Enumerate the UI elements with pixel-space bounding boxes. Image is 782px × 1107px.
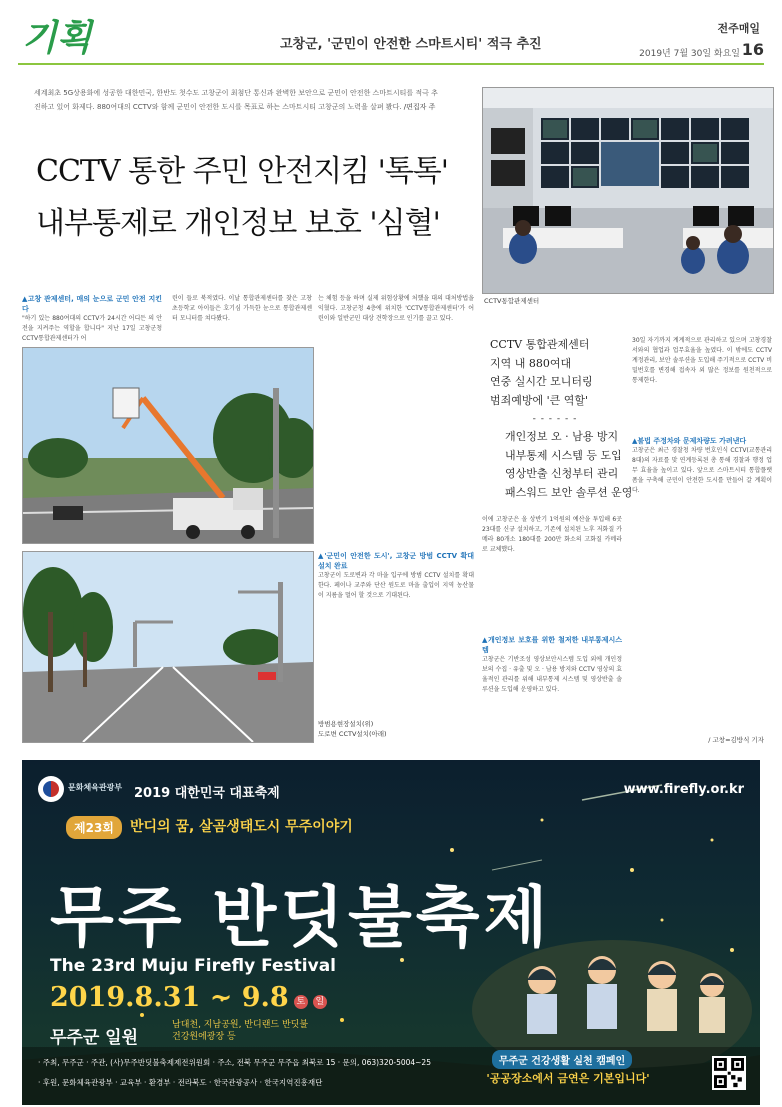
roadside-cctv-photo (22, 551, 314, 743)
pull-divider: - - - - - - (532, 414, 578, 424)
pull-quote-2 (505, 428, 635, 502)
col3-text: 는 체험 등을 하며 실제 위험상황에 처했을 대의 대처방법을 익혔다. 고창군청 4층에 위치한 'CCTV통합관제센터'가 어린이와 일반군민 대상 견학장으로 인기를 끌고 있다. (318, 295, 474, 322)
article-col-1 (22, 294, 162, 344)
festival-url[interactable]: www.firefly.or.kr (623, 782, 744, 797)
festival-ad (22, 760, 760, 1105)
article-col-2 (172, 294, 312, 344)
headline-line-2: 내부통제로 개인정보 보호 '심혈' (36, 206, 440, 241)
pull-line-4: 범죄예방에 '큰 역할' (490, 393, 589, 407)
pull-line-3: 연중 실시간 모니터링 (490, 375, 593, 388)
col3b-text: 고창군이 도로변과 각 마을 입구에 방범 CCTV 설치를 확대한다. 페이나 교주와 단산 원도로 마을 출입이 지역 농산물이 지름을 멀어 할 것으로 기대된다. (318, 572, 474, 599)
control-center-photo (482, 87, 774, 294)
festival-english-title: The 23rd Muju Firefly Festival (50, 956, 337, 976)
col5b-text: 고창군은 최근 경찰청 차량 번호인식 CCTV(교통관리 8대)의 자료를 맞 연계등록된 총 통해 경찰과 행정 업무 효율을 높이고 있다. 앞으로 스마트시티 통합플랫폼을 구축해 군민이 안전한 도시를 만들어 갈 계획이다. (632, 447, 772, 494)
pull2-line-1: 개인정보 오 · 남용 방지 (505, 430, 619, 443)
col4-text: 이에 고창군은 올 상반기 1억원의 예산을 투입해 6곳 23대를 신규 설치하고, 기존에 설치된 노후 저화질 카메라 80개소 180대를 200만 화소의 고화질 카메라로 교체했다. (482, 516, 622, 553)
subhead-3: ▲개인정보 보호를 위한 철저한 내부통제시스템 (482, 636, 622, 654)
issue-date: 2019년 7월 30일 화요일 (639, 49, 740, 59)
byline: / 고창=김방식 기자 (708, 736, 764, 744)
pull-quote (490, 336, 620, 410)
article-col-3b (318, 551, 474, 711)
subhead-4: ▲불법 주정차와 문제차량도 가려낸다 (632, 437, 747, 445)
pull2-line-3: 영상반출 신청부터 관리 (505, 467, 619, 480)
article-col-4 (482, 515, 622, 745)
festival-tagline: 반디의 꿈, 살곰생태도시 무주이야기 (130, 819, 353, 835)
headline-line-1: CCTV 통한 주민 안전지킴 '톡톡' (36, 154, 449, 189)
cctv-installation-photo (22, 347, 314, 544)
ministry-name: 문화체육관광부 (68, 783, 123, 792)
subhead-1: ▲고창 관제센터, 매의 눈으로 군민 안전 지킨다 (22, 295, 162, 313)
sponsors: · 후원, 문화체육관광부 · 교육부 · 환경부 · 전라북도 · 한국관광공사 · 한국지역진흥재단 (38, 1078, 323, 1087)
article-col-3 (318, 294, 474, 542)
control-center-caption: CCTV통합관제센터 (484, 297, 540, 305)
venue-detail: 남대천, 지남공원, 반디랜드 반딧불건강원에광장 등 (172, 1020, 309, 1042)
end-day-badge: 일 (313, 995, 327, 1009)
col4b-text: 고창군은 기반조성 영상보안시스템 도입 외에 개인정보의 수집 · 유출 및 오 · 남용 방지와 CCTV 영상의 효율적인 관리를 위해 내부통제 시스템 및 영상반출 솔루션을 도입해 운영하고 있다. (482, 656, 622, 693)
festival-label: 2019 대한민국 대표축제 (134, 786, 280, 801)
lead-credit: /편집자 주 (403, 103, 436, 111)
festival-title: 무주 반딧불축제 (50, 878, 552, 956)
paper-name: 전주매일 (717, 22, 760, 35)
lead-paragraph (34, 86, 444, 114)
pull2-line-2: 내부통제 시스템 등 도입 (505, 448, 622, 462)
header-title: 고창군, '군민이 안전한 스마트시티' 적극 추진 (280, 37, 542, 52)
col1-text: "하기 있는 880여대의 CCTV가 24시간 어디든 의 안전을 지켜주는 역할을 합니다" 지난 17일 고창군청 CCTV통합관제센터가 어 (22, 315, 162, 342)
campaign-slogan: '공공장소에서 금연은 기본입니다' (486, 1072, 650, 1085)
subhead-2: ▲'군민이 안전한 도시', 고창군 방범 CCTV 확대 설치 완료 (318, 552, 474, 570)
article-col-5 (632, 336, 772, 746)
header-rule (18, 63, 764, 65)
host-info: · 주최, 무주군 · 주관, (사)무주반딧불축제제전위원회 · 주소, 전북 무주군 무주읍 최북로 15 · 문의, 063)320-5004~25 (38, 1058, 431, 1067)
pull-line-1: CCTV 통합관제센터 (490, 338, 590, 351)
page-number: 16 (741, 40, 764, 59)
campaign-badge: 무주군 건강생활 실천 캠페인 (492, 1050, 632, 1069)
section-tag: 기획 (22, 17, 92, 59)
dates-text: 2019.8.31 ~ 9.8 (50, 982, 289, 1013)
venue-main: 무주군 일원 (50, 1028, 139, 1048)
pull2-line-4: 패스워드 보안 솔루션 운영 (505, 485, 633, 499)
qr-code-icon[interactable] (712, 1056, 746, 1090)
col5-text: 30일 자기까지 계계적으로 관리하고 있으며 고창경찰서와의 협업과 업무효율을 높였다. 이 밖에도 CCTV 계정관리, 보안 솔루션을 도입해 주기적으로 CCTV 비밀번호를 변경해 접속자 외 많은 정보를 원천적으로 통제한다. (632, 337, 772, 384)
lead-text: 세계최초 5G상용화에 성공한 대한민국, 한반도 첫수도 고창군이 최첨단 통신과 완벽한 보안으로 군민이 안전한 스마트시티를 적극 추진하고 있어 화제다. 880여대의 CCTV와 함께 군민이 안전한 도시를 목표로 하는 스마트시티 고창군의 노력을 살펴 봤다. (34, 89, 438, 111)
street-caption-1: 방범용현장설치(위) (318, 720, 374, 728)
edition-badge: 제23회 (66, 816, 122, 839)
street-caption-2: 도로변 CCTV설치(아래) (318, 730, 387, 738)
col2-text: 린이 들로 북적였다. 이날 통합관제센터를 찾은 고창초등학교 아이들은 호기심 가득한 눈으로 통합관제센터 모니터를 쳐다봤다. (172, 295, 312, 322)
start-day-badge: 토 (294, 995, 308, 1009)
ministry-logo-icon (38, 776, 64, 802)
pull-line-2: 지역 내 880여대 (490, 356, 572, 370)
festival-dates (50, 982, 327, 1013)
